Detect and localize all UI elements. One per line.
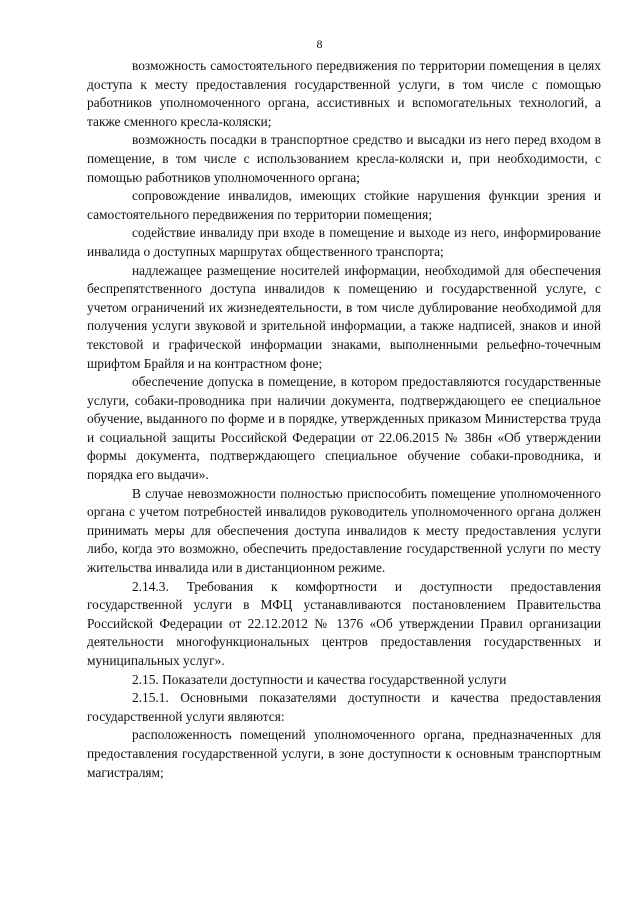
paragraph-guide-dog: обеспечение допуска в помещение, в котором предоставляются государственные услуги, собаки-проводника при наличии документа, подтверждающего ее специальное обучение, выданного по форме и в порядке, утвержденных приказом Министерства труда и социальной защиты Российской Федерации от 22.06.2015 № 386н «Об утверждении формы документа, подтверждающего специальное обучение собаки-проводника, и порядка его выдачи». [87,374,601,483]
paragraph-information-placement: надлежащее размещение носителей информации, необходимой для обеспечения беспрепятственного доступа инвалидов к помещению и государственной услуге, с учетом ограничений их жизнедеятельности, в том числе дублирование необходимой для получения услуги звуковой и зрительной информации, а также надписей, знаков и иной текстовой и графической информации знаками, выполненными рельефно-точечным шрифтом Брайля и на контрастном фоне; [87,262,601,371]
paragraph-assistance: содействие инвалиду при входе в помещение и выходе из него, информирование инвалида о доступных маршрутах общественного транспорта; [87,225,601,259]
paragraph-section-2-14-3: 2.14.3. Требования к комфортности и доступности предоставления государственной услуги в МФЦ устанавливаются постановлением Правительства Российской Федерации от 22.12.2012 № 1376 «Об утверждении Правил организации деятельности многофункциональных центров предоставления государственных и муниципальных услуг». [87,578,601,668]
paragraph-section-2-15-1: 2.15.1. Основными показателями доступности и качества предоставления государственной услуги являются: [87,690,601,724]
paragraph-mobility: возможность самостоятельного передвижения по территории помещения в целях доступа к месту предоставления государственной услуги, в том числе с помощью работников уполномоченного органа, ассистивных и вспомогательных технологий, а также сменного кресла-коляски; [87,58,601,129]
paragraph-location: расположенность помещений уполномоченного органа, предназначенных для предоставления государственной услуги, в зоне доступности к основным транспортным магистралям; [87,727,601,780]
paragraph-escort: сопровождение инвалидов, имеющих стойкие нарушения функции зрения и самостоятельного передвижения по территории помещения; [87,188,601,222]
paragraph-section-2-15-heading: 2.15. Показатели доступности и качества государственной услуги [132,671,507,687]
paragraph-adaptation-impossible: В случае невозможности полностью приспособить помещение уполномоченного органа с учетом потребностей инвалидов руководитель уполномоченного органа должен принимать меры для обеспечения доступа инвалидов к месту предоставления услуги либо, когда это возможно, обеспечить предоставление государственной услуги по месту жительства инвалида или в дистанционном режиме. [87,485,601,576]
page-number: 8 [316,37,323,51]
document-body [87,57,601,782]
paragraph-vehicle-boarding: возможность посадки в транспортное средство и высадки из него перед входом в помещение, в том числе с использованием кресла-коляски и, при необходимости, с помощью работников уполномоченного органа; [87,132,601,185]
